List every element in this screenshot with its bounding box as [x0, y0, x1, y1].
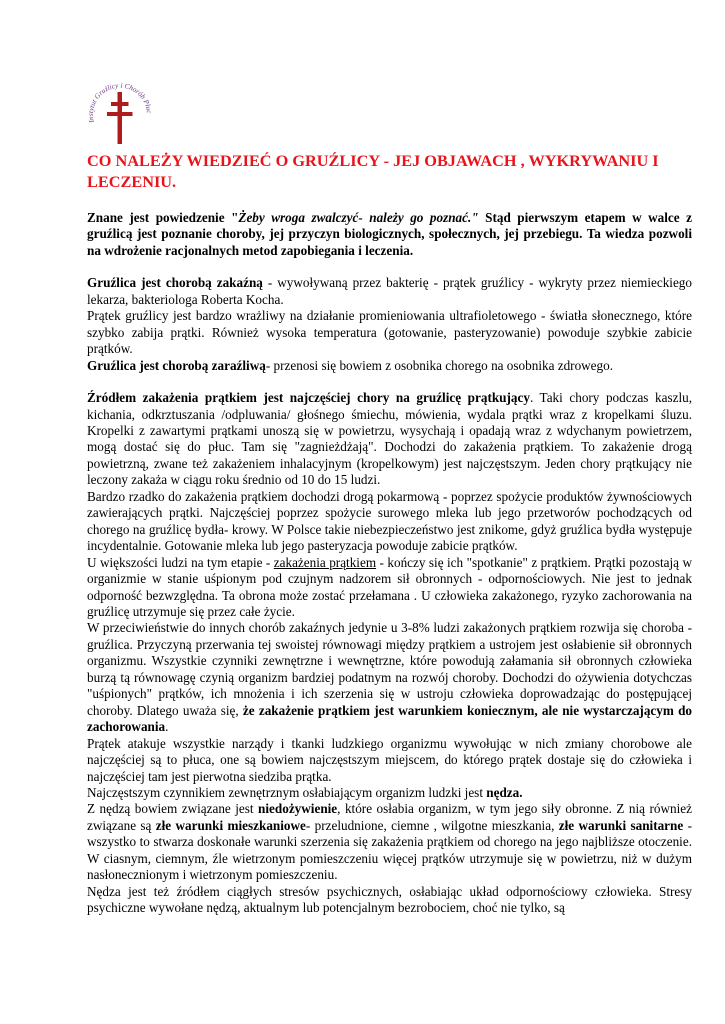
intro-quote: Żeby wroga zwalczyć- należy go poznać." [238, 210, 479, 225]
logo-text: Instytut Gruźlicy i Chorób Płuc [86, 81, 153, 124]
paragraph-disease-development: W przeciwieństwie do innych chorób zakaźnych jedynie u 3-8% ludzi zakażonych prątkiem rozwija się choroba - gruźlica. Przyczyną przerwania tej swoistej równowagi między prątkiem a ustrojem jest osłabienie sił obronnych organizmu. Wszystkie czynniki zewnętrzne i wewnętrzne, które powodują załamania sił obronnych człowieka burzą tą równowagę czynią organizm bardziej podatnym na rozwój choroby. Dochodzi do ożywienia dotychczas "uśpionych" prątków, ich mnożenia i ich szerzenia się w ustroju człowieka doprowadzając do postępującej choroby. Dlatego uważa się, że zakażenie prątkiem jest warunkiem koniecznym, ale nie wystarczającym do zachorowania. [87, 620, 692, 735]
logo-emblem [80, 78, 160, 150]
institute-logo [80, 78, 160, 150]
paragraph-dormant: U większości ludzi na tym etapie - zakażenia prątkiem - kończy się ich "spotkanie" z prątkiem. Prątki pozostają w organizmie w stanie uśpionym pod czujnym nadzorem sił obronnych - odpornościowych. Nie jest to jednak odporność bezwzględna. Ta obrona może zostać przełamana . U człowieka zakażonego, ryzyko zachorowania na gruźlicę utrzymuje się przez całe życie. [87, 554, 693, 619]
paragraph-organs: Prątek atakuje wszystkie narządy i tkanki ludzkiego organizmu wywołując w nich zmiany chorobowe ale najczęściej są to płuca, one są bowiem najczęstszym miejscem, do którego prątek dostaje się do człowieka i najczęściej tam jest pierwotna siedziba prątka. [87, 735, 692, 784]
page-title: CO NALEŻY WIEDZIEĆ O GRUŹLICY - JEJ OBJAWACH , WYKRYWANIU I LECZENIU. [87, 151, 659, 191]
paragraph-stress: Nędza jest też źródłem ciągłych stresów psychicznych, osłabiając układ odpornościowy człowieka. Stresy psychiczne wywołane nędzą, aktualnym lub potencjalnym bezrobociem, choć nie tylko, są [87, 883, 692, 916]
paragraph-contagious: Gruźlica jest chorobą zaraźliwą- przenosi się bowiem z osobnika chorego na osobnika zdrowego. [87, 357, 614, 373]
double-cross-icon [107, 92, 133, 144]
paragraph-source: Źródłem zakażenia prątkiem jest najczęściej chory na gruźlicę prątkujący. Taki chory podczas kaszlu, kichania, odkrztuszania /odpluwania/ głośnego śmiechu, mówienia, wydala prątki wraz z kropelkami śluzu. Kropelki z zawartymi prątkami unoszą się w powietrzu, wysychają i opadają wraz z wdychanym powietrzem, mogą dostać się do płuc. Tam się "zagnieżdżają". Dochodzi do zakażenia prątkiem. To zakażenie drogą powietrzną, zwane też zakażeniem inhalacyjnym (kropelkowym) jest najczęstszym. Jeden chory prątkujący nie leczony zakaża w ciągu roku średnio od 10 do 15 ludzi. [87, 390, 692, 488]
paragraph-infectious: Gruźlica jest chorobą zakaźną - wywoływaną przez bakterię - prątek gruźlicy - wykryty przez niemieckiego lekarza, bakteriologa Roberta Kocha. [87, 275, 692, 307]
document-body [87, 210, 692, 917]
paragraph-living-conditions: Z nędzą bowiem związane jest niedożywienie, które osłabia organizm, w tym jego siły obronne. Z nią również związane są złe warunki mieszkaniowe- przeludnione, ciemne , wilgotne mieszkania, złe warunki sanitarne - wszystko to stwarza doskonałe warunki szerzenia się zakażenia prątkiem od chorego na jego najbliższe otoczenie. W ciasnym, ciemnym, źle wietrzonym pomieszczeniu więcej prątków utrzymuje się w powietrzu, niż w dużym nasłonecznionym i wietrzonym pomieszczeniu. [87, 801, 692, 883]
infection-term: zakażenia prątkiem [273, 554, 377, 570]
paragraph-poverty: Najczęstszym czynnikiem zewnętrznym osłabiającym organizm ludzki jest nędza. [87, 784, 523, 800]
intro-paragraph: Znane jest powiedzenie "Żeby wroga zwalczyć- należy go poznać." Stąd pierwszym etapem w walce z gruźlicą jest poznanie choroby, jej przyczyn biologicznych, społecznych, jej przebiegu. Ta wiedza pozwoli na wdrożenie racjonalnych metod zapobiegania i leczenia. [87, 210, 692, 258]
paragraph-food-route: Bardzo rzadko do zakażenia prątkiem dochodzi drogą pokarmową - poprzez spożycie produktów żywnościowych zawierających prątki. Najczęściej poprzez spożycie surowego mleka lub jego przetworów pochodzących od chorego na gruźlicę bydła- krowy. W Polsce takie niebezpieczeństwo jest znikome, gdyż gruźlica bydła występuje incydentalnie. Gotowanie mleka lub jego pasteryzacja powoduje zabicie prątków. [87, 488, 692, 554]
paragraph-sensitivity: Prątek gruźlicy jest bardzo wrażliwy na działanie promieniowania ultrafioletowego - światła słonecznego, które szybko zabija prątki. Również wysoka temperatura (gotowanie, pasteryzowanie) powoduje szybkie zabicie prątków. [87, 308, 692, 357]
